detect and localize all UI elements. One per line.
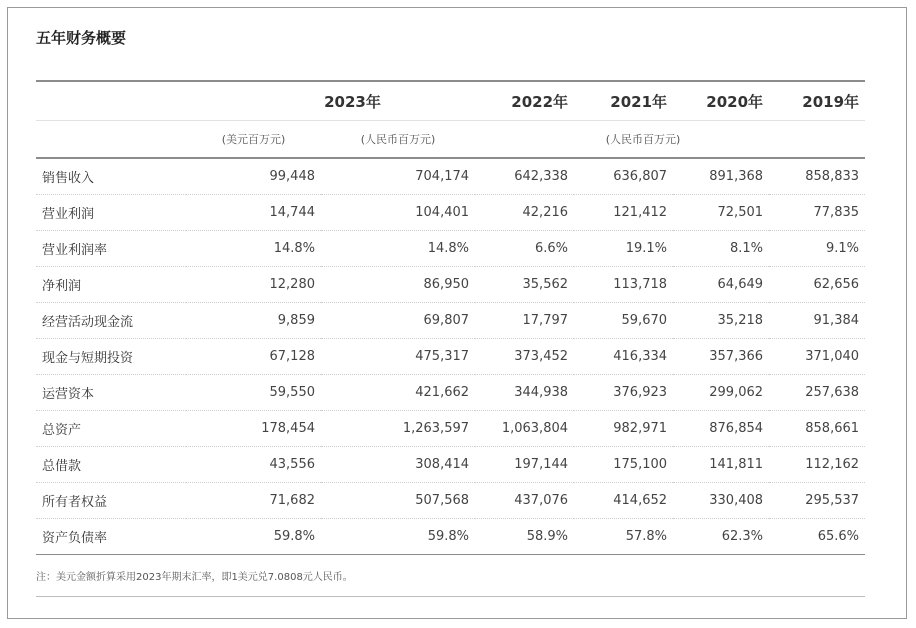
value-cell: 113,718 [574, 267, 673, 303]
table-row [36, 158, 865, 195]
value-cell: 642,338 [475, 158, 574, 195]
value-cell: 1,063,804 [475, 411, 574, 447]
value-cell: 14.8% [186, 231, 321, 267]
value-cell: 373,452 [475, 339, 574, 375]
row-label: 资产负债率 [36, 519, 186, 555]
value-cell: 858,661 [769, 411, 865, 447]
value-cell: 14.8% [321, 231, 475, 267]
value-cell: 344,938 [475, 375, 574, 411]
unit-rmb-history-label: (人民币百万元) [475, 121, 865, 159]
value-cell: 59,550 [186, 375, 321, 411]
value-cell: 9,859 [186, 303, 321, 339]
value-cell: 421,662 [321, 375, 475, 411]
table-row [36, 375, 865, 411]
value-cell: 14,744 [186, 195, 321, 231]
table-row [36, 303, 865, 339]
value-cell: 371,040 [769, 339, 865, 375]
unit-rmb-2023-label: (人民币百万元) [321, 121, 475, 159]
value-cell: 475,317 [321, 339, 475, 375]
value-cell: 112,162 [769, 447, 865, 483]
row-label: 总借款 [36, 447, 186, 483]
document-frame [7, 7, 907, 619]
value-cell: 121,412 [574, 195, 673, 231]
row-label: 所有者权益 [36, 483, 186, 519]
year-header-2023: 2023年 [36, 81, 475, 121]
value-cell: 59.8% [321, 519, 475, 555]
table-row [36, 339, 865, 375]
value-cell: 65.6% [769, 519, 865, 555]
value-cell: 77,835 [769, 195, 865, 231]
footnote: 注：美元金额折算采用2023年期末汇率，即1美元兑7.0808元人民币。 [36, 564, 865, 597]
value-cell: 178,454 [186, 411, 321, 447]
row-label: 总资产 [36, 411, 186, 447]
row-label: 营业利润率 [36, 231, 186, 267]
value-cell: 257,638 [769, 375, 865, 411]
value-cell: 858,833 [769, 158, 865, 195]
value-cell: 42,216 [475, 195, 574, 231]
table-row [36, 195, 865, 231]
value-cell: 99,448 [186, 158, 321, 195]
year-header-2019: 2019年 [769, 81, 865, 121]
value-cell: 175,100 [574, 447, 673, 483]
value-cell: 416,334 [574, 339, 673, 375]
value-cell: 43,556 [186, 447, 321, 483]
value-cell: 6.6% [475, 231, 574, 267]
value-cell: 58.9% [475, 519, 574, 555]
value-cell: 507,568 [321, 483, 475, 519]
value-cell: 19.1% [574, 231, 673, 267]
value-cell: 72,501 [673, 195, 769, 231]
value-cell: 308,414 [321, 447, 475, 483]
value-cell: 299,062 [673, 375, 769, 411]
value-cell: 71,682 [186, 483, 321, 519]
value-cell: 357,366 [673, 339, 769, 375]
value-cell: 64,649 [673, 267, 769, 303]
value-cell: 891,368 [673, 158, 769, 195]
value-cell: 62,656 [769, 267, 865, 303]
value-cell: 12,280 [186, 267, 321, 303]
row-label: 营业利润 [36, 195, 186, 231]
year-header-2021: 2021年 [574, 81, 673, 121]
value-cell: 104,401 [321, 195, 475, 231]
value-cell: 35,562 [475, 267, 574, 303]
unit-spacer [36, 121, 186, 159]
page-title: 五年财务概要 [36, 29, 127, 47]
value-cell: 86,950 [321, 267, 475, 303]
table-row [36, 447, 865, 483]
year-header-2020: 2020年 [673, 81, 769, 121]
year-header-2022: 2022年 [475, 81, 574, 121]
table-row [36, 231, 865, 267]
value-cell: 704,174 [321, 158, 475, 195]
value-cell: 8.1% [673, 231, 769, 267]
row-label: 现金与短期投资 [36, 339, 186, 375]
table-row [36, 483, 865, 519]
value-cell: 67,128 [186, 339, 321, 375]
financial-summary-table [36, 80, 865, 555]
value-cell: 59.8% [186, 519, 321, 555]
row-label: 运营资本 [36, 375, 186, 411]
value-cell: 330,408 [673, 483, 769, 519]
table-row [36, 519, 865, 555]
value-cell: 295,537 [769, 483, 865, 519]
table-row [36, 267, 865, 303]
value-cell: 414,652 [574, 483, 673, 519]
unit-usd-label: (美元百万元) [186, 121, 321, 159]
row-label: 销售收入 [36, 158, 186, 195]
header-years-row [36, 81, 865, 121]
value-cell: 91,384 [769, 303, 865, 339]
value-cell: 9.1% [769, 231, 865, 267]
row-label: 净利润 [36, 267, 186, 303]
table-row [36, 411, 865, 447]
value-cell: 62.3% [673, 519, 769, 555]
value-cell: 1,263,597 [321, 411, 475, 447]
value-cell: 437,076 [475, 483, 574, 519]
value-cell: 636,807 [574, 158, 673, 195]
value-cell: 876,854 [673, 411, 769, 447]
value-cell: 35,218 [673, 303, 769, 339]
header-units-row [36, 121, 865, 159]
row-label: 经营活动现金流 [36, 303, 186, 339]
value-cell: 59,670 [574, 303, 673, 339]
value-cell: 69,807 [321, 303, 475, 339]
value-cell: 17,797 [475, 303, 574, 339]
value-cell: 141,811 [673, 447, 769, 483]
value-cell: 982,971 [574, 411, 673, 447]
value-cell: 197,144 [475, 447, 574, 483]
value-cell: 57.8% [574, 519, 673, 555]
table-body [36, 158, 865, 555]
value-cell: 376,923 [574, 375, 673, 411]
